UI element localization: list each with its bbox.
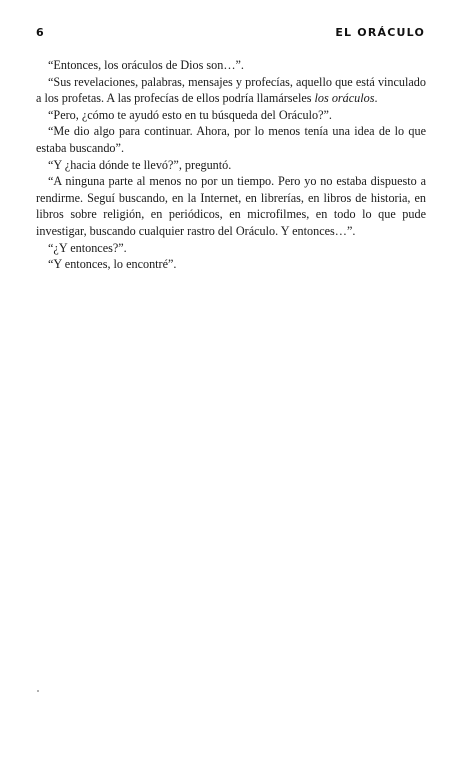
- paragraph: “Me dio algo para continuar. Ahora, por lo menos tenía una idea de lo que estaba buscando”.: [36, 124, 426, 155]
- running-head: [36, 26, 425, 44]
- paragraph-text: “Sus revelaciones, palabras, mensajes y profecías, aquello que está vinculado a los profetas. A las profecías de ellos podría llamárseles: [36, 74, 426, 106]
- paragraph: “Y ¿hacia dónde te llevó?”, preguntó.: [48, 157, 232, 172]
- paragraph-end: .: [374, 91, 378, 106]
- running-title: EL ORÁCULO: [335, 26, 425, 39]
- page-mark: [37, 690, 39, 692]
- paragraph: “A ninguna parte al menos no por un tiempo. Pero yo no estaba dispuesto a rendirme. Seguí buscando, en la Internet, en librerías, en libros de historia, en libros sobre religión, en periódicos, en microfilmes, en todo lo que pude investigar, buscando cualquier rastro del Oráculo. Y entonces…”.: [36, 174, 426, 238]
- paragraph: “Pero, ¿cómo te ayudó esto en tu búsqueda del Oráculo?”.: [48, 107, 332, 122]
- paragraph: [36, 74, 426, 107]
- body-text: [36, 57, 426, 273]
- paragraph: “¿Y entonces?”.: [48, 240, 127, 255]
- paragraph: “Entonces, los oráculos de Dios son…”.: [48, 58, 244, 72]
- page-number: 6: [36, 26, 45, 39]
- italic-term: los oráculos: [314, 91, 375, 106]
- paragraph: “Y entonces, lo encontré”.: [48, 257, 177, 272]
